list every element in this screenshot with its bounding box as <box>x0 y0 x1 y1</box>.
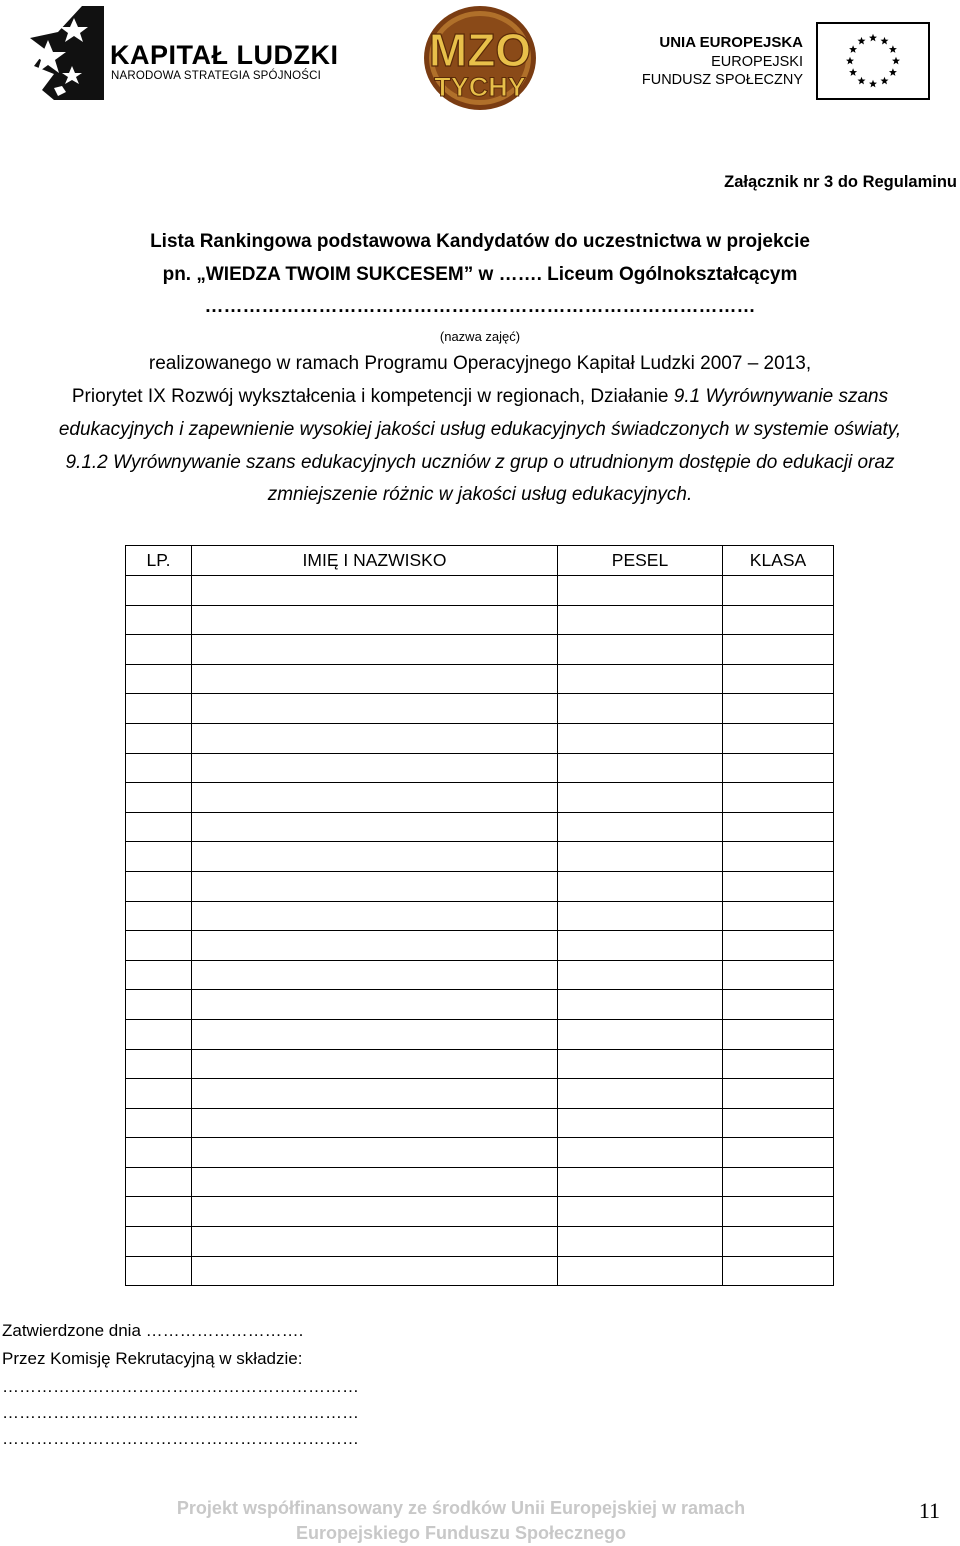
table-cell <box>126 753 192 783</box>
annex-label: Załącznik nr 3 do Regulaminu <box>724 173 957 191</box>
table-cell <box>126 842 192 872</box>
table-cell <box>723 783 834 813</box>
table-cell <box>558 605 723 635</box>
eu-logo-line2: EUROPEJSKI <box>711 54 803 70</box>
table-cell <box>558 871 723 901</box>
table-row <box>126 783 834 813</box>
table-cell <box>723 1227 834 1257</box>
table-cell <box>192 576 558 606</box>
table-cell <box>558 901 723 931</box>
table-cell <box>126 605 192 635</box>
table-row <box>126 1167 834 1197</box>
approval-date: Zatwierdzone dnia ………………………. <box>2 1321 304 1340</box>
committee-member-line: ……………………………………………………… <box>2 1429 359 1448</box>
table-cell <box>126 901 192 931</box>
table-row <box>126 990 834 1020</box>
table-cell <box>723 1167 834 1197</box>
table-row <box>126 664 834 694</box>
table-cell <box>192 1167 558 1197</box>
table-cell <box>723 1019 834 1049</box>
table-cell <box>192 664 558 694</box>
table-cell <box>558 1227 723 1257</box>
table-cell <box>192 1019 558 1049</box>
table-cell <box>126 1049 192 1079</box>
tychy-text: TYCHY <box>434 72 526 102</box>
table-cell <box>192 901 558 931</box>
table-cell <box>723 1197 834 1227</box>
table-row <box>126 960 834 990</box>
table-row <box>126 842 834 872</box>
class-name-note: (nazwa zajęć) <box>439 329 521 344</box>
table-cell <box>126 664 192 694</box>
table-cell <box>126 812 192 842</box>
table-cell <box>192 723 558 753</box>
table-cell <box>558 812 723 842</box>
table-cell <box>192 605 558 635</box>
table-row <box>126 723 834 753</box>
table-cell <box>723 871 834 901</box>
table-row <box>126 753 834 783</box>
table-cell <box>558 1019 723 1049</box>
table-cell <box>126 990 192 1020</box>
table-cell <box>192 812 558 842</box>
table-cell <box>723 812 834 842</box>
document-title-line2: pn. „WIEDZA TWOIM SUKCESEM” w ……. Liceum Ogólnokształcącym <box>162 264 798 285</box>
footer-line2: Europejskiego Funduszu Społecznego <box>295 1523 627 1543</box>
committee-member-line: ……………………………………………………… <box>2 1403 359 1422</box>
table-cell <box>126 1079 192 1109</box>
description-line1: realizowanego w ramach Programu Operacyjnego Kapitał Ludzki 2007 – 2013, <box>148 353 812 374</box>
table-cell <box>558 694 723 724</box>
table-cell <box>723 576 834 606</box>
table-row <box>126 1079 834 1109</box>
table-cell <box>723 605 834 635</box>
document-title-dots: …………………………………………………………………………… <box>204 296 756 317</box>
table-cell <box>558 931 723 961</box>
ranking-table <box>125 545 834 1286</box>
table-cell <box>192 635 558 665</box>
description-line2-italic: 9.1 Wyrównywanie szans <box>673 386 889 407</box>
eu-logo-line1: UNIA EUROPEJSKA <box>659 34 803 51</box>
table-cell <box>558 576 723 606</box>
table-cell <box>192 990 558 1020</box>
table-row <box>126 694 834 724</box>
table-cell <box>558 1049 723 1079</box>
table-row <box>126 605 834 635</box>
table-cell <box>192 1108 558 1138</box>
table-cell <box>126 960 192 990</box>
table-row <box>126 1019 834 1049</box>
description-line2 <box>0 386 960 408</box>
kapital-ludzki-subtitle: NARODOWA STRATEGIA SPÓJNOŚCI <box>111 70 322 82</box>
table-cell <box>126 635 192 665</box>
table-cell <box>723 842 834 872</box>
footer-line1: Projekt współfinansowany ze środków Unii Europejskiej w ramach <box>176 1498 746 1518</box>
table-cell <box>192 1079 558 1109</box>
table-body <box>126 576 834 1286</box>
table-row <box>126 1049 834 1079</box>
table-cell <box>192 1197 558 1227</box>
table-cell <box>126 1138 192 1168</box>
table-cell <box>723 723 834 753</box>
table-cell <box>126 1256 192 1286</box>
table-cell <box>723 990 834 1020</box>
table-cell <box>558 723 723 753</box>
table-cell <box>192 842 558 872</box>
description-line5: zmniejszenie różnic w jakości usług edukacyjnych. <box>267 484 693 505</box>
table-cell <box>558 1138 723 1168</box>
table-cell <box>192 753 558 783</box>
table-cell <box>126 931 192 961</box>
description-line2-normal: Priorytet IX Rozwój wykształcenia i kompetencji w regionach, Działanie <box>71 386 674 407</box>
table-cell <box>192 1049 558 1079</box>
mzo-tychy-logo <box>415 2 545 110</box>
kapital-ludzki-logo <box>24 4 339 104</box>
description-line4: 9.1.2 Wyrównywanie szans edukacyjnych uczniów z grup o utrudnionym dostępie do edukacji oraz <box>65 452 895 473</box>
table-cell <box>126 694 192 724</box>
table-cell <box>192 931 558 961</box>
table-cell <box>723 960 834 990</box>
header-lp: LP. <box>126 546 192 576</box>
table-cell <box>723 635 834 665</box>
table-cell <box>192 694 558 724</box>
description-line3: edukacyjnych i zapewnienie wysokiej jakości usług edukacyjnych świadczonych w systemie oświaty, <box>58 419 902 440</box>
table-cell <box>723 1079 834 1109</box>
header-pesel: PESEL <box>558 546 723 576</box>
table-cell <box>126 1167 192 1197</box>
kapital-ludzki-emblem-icon <box>24 4 104 104</box>
table-cell <box>723 1138 834 1168</box>
table-cell <box>192 1138 558 1168</box>
committee-label: Przez Komisję Rekrutacyjną w składzie: <box>2 1349 303 1368</box>
table-cell <box>723 1108 834 1138</box>
table-row <box>126 812 834 842</box>
document-title-line1: Lista Rankingowa podstawowa Kandydatów do uczestnictwa w projekcie <box>150 231 810 252</box>
table-cell <box>192 1256 558 1286</box>
table-row <box>126 1227 834 1257</box>
table-cell <box>558 960 723 990</box>
table-cell <box>126 1227 192 1257</box>
table-cell <box>126 723 192 753</box>
table-cell <box>723 694 834 724</box>
table-row <box>126 901 834 931</box>
table-cell <box>558 664 723 694</box>
table-cell <box>126 871 192 901</box>
table-cell <box>558 1108 723 1138</box>
table-cell <box>126 783 192 813</box>
table-cell <box>558 783 723 813</box>
table-row <box>126 1197 834 1227</box>
table-cell <box>723 931 834 961</box>
table-row <box>126 931 834 961</box>
table-cell <box>723 664 834 694</box>
table-cell <box>192 871 558 901</box>
table-header-row <box>126 546 834 576</box>
table-row <box>126 635 834 665</box>
table-cell <box>558 753 723 783</box>
table-cell <box>126 1108 192 1138</box>
table-cell <box>558 990 723 1020</box>
table-cell <box>723 1256 834 1286</box>
table-cell <box>126 1197 192 1227</box>
mzo-tychy-emblem-icon <box>415 2 545 110</box>
table-row <box>126 1256 834 1286</box>
table-cell <box>558 1197 723 1227</box>
committee-member-line: ……………………………………………………… <box>2 1377 359 1396</box>
table-cell <box>558 1167 723 1197</box>
table-row <box>126 871 834 901</box>
eu-flag-icon <box>816 22 930 100</box>
table-cell <box>558 1079 723 1109</box>
header-name: IMIĘ I NAZWISKO <box>192 546 558 576</box>
mzo-text: MZO <box>428 24 532 76</box>
table-cell <box>192 783 558 813</box>
eu-logo <box>641 22 935 104</box>
eu-logo-line3: FUNDUSZ SPOŁECZNY <box>641 72 803 88</box>
table-row <box>126 576 834 606</box>
table-cell <box>192 1227 558 1257</box>
table-cell <box>126 576 192 606</box>
table-cell <box>558 1256 723 1286</box>
table-cell <box>558 635 723 665</box>
table-row <box>126 1108 834 1138</box>
table-cell <box>558 842 723 872</box>
table-cell <box>723 901 834 931</box>
table-cell <box>723 753 834 783</box>
page-number: 11 <box>918 1498 940 1523</box>
header-class: KLASA <box>723 546 834 576</box>
table-row <box>126 1138 834 1168</box>
table-cell <box>126 1019 192 1049</box>
table-cell <box>192 960 558 990</box>
kapital-ludzki-title: KAPITAŁ LUDZKI <box>110 40 339 70</box>
table-cell <box>723 1049 834 1079</box>
